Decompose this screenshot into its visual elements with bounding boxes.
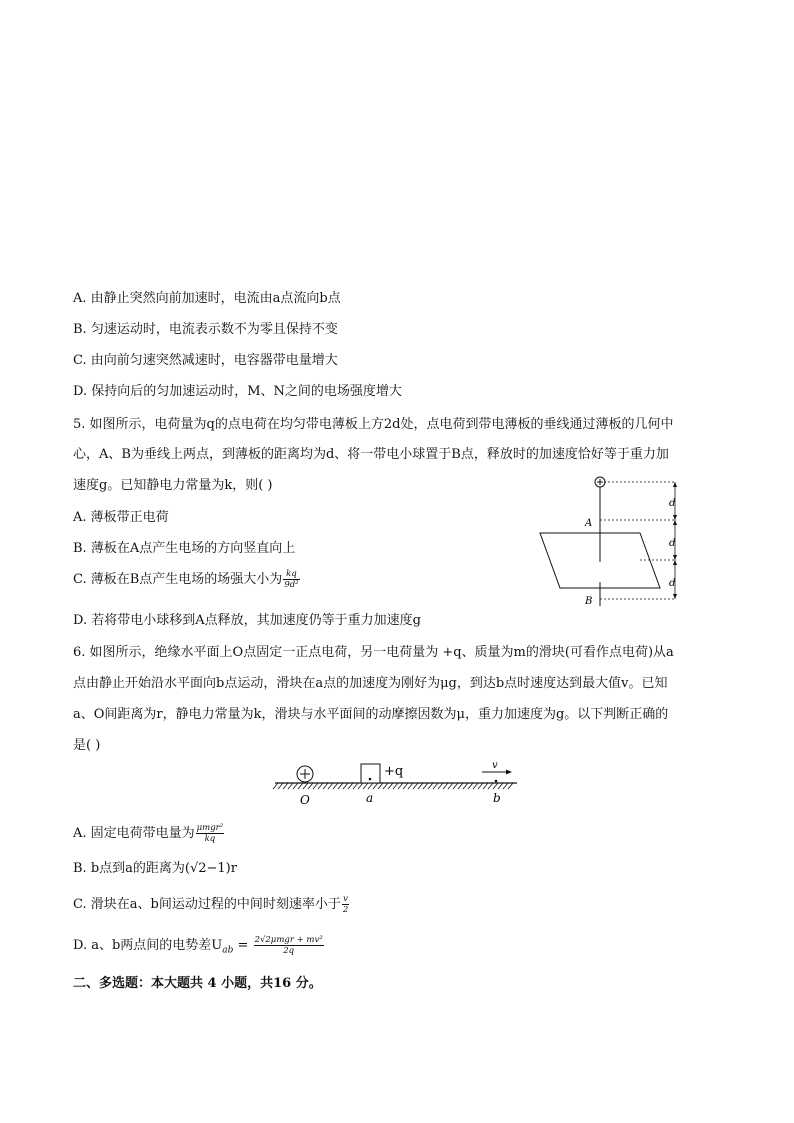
ground-hatch bbox=[398, 783, 403, 789]
q5-option-a: A. 薄板带正电荷 bbox=[73, 510, 169, 525]
ground-hatch bbox=[483, 783, 488, 789]
ground-hatch bbox=[438, 783, 443, 789]
q6-a-numerator: μmgr² bbox=[196, 823, 224, 833]
ground-hatch bbox=[473, 783, 478, 789]
ground-hatch bbox=[488, 783, 493, 789]
ground-hatch bbox=[388, 783, 393, 789]
ground-hatch bbox=[333, 783, 338, 789]
q6-option-a-fraction bbox=[196, 823, 225, 844]
q5-option-b: B. 薄板在A点产生电场的方向竖直向上 bbox=[73, 541, 296, 556]
q6-stem-line3: a、O间距离为r，静电力常量为k，滑块与水平面间的动摩擦因数为μ，重力加速度为g。以下判断正确的 bbox=[73, 707, 669, 722]
q6-stem-line4: 是( ) bbox=[73, 738, 101, 753]
q6-figure bbox=[270, 755, 520, 810]
q4-option-d: D. 保持向后的匀加速运动时，M、N之间的电场强度增大 bbox=[73, 384, 402, 399]
q5-option-c bbox=[73, 568, 301, 590]
ground-hatch bbox=[448, 783, 453, 789]
q5-stem-line3: 速度g。已知静电力常量为k，则( ) bbox=[73, 478, 273, 493]
label-d-3: d bbox=[669, 578, 676, 589]
label-plus-q: +q bbox=[384, 764, 404, 779]
q6-d-subscript: ab bbox=[222, 945, 234, 956]
ground-hatch bbox=[408, 783, 413, 789]
ground-hatch bbox=[273, 783, 278, 789]
ground-hatch bbox=[383, 783, 388, 789]
ground-hatch bbox=[343, 783, 348, 789]
ground-hatch bbox=[288, 783, 293, 789]
ground-hatch bbox=[318, 783, 323, 789]
ground-hatch bbox=[338, 783, 343, 789]
q6-c-numerator: v bbox=[343, 894, 348, 904]
ground-hatch bbox=[303, 783, 308, 789]
q5-option-c-fraction bbox=[283, 569, 299, 590]
ground-hatch bbox=[313, 783, 318, 789]
q6-stem-line1: 6. 如图所示，绝缘水平面上O点固定一正点电荷，另一电荷量为 +q、质量为m的滑块(可看作点电荷)从a bbox=[73, 645, 674, 660]
ground-hatch bbox=[433, 783, 438, 789]
ground-hatch bbox=[293, 783, 298, 789]
q5-option-c-text: C. 薄板在B点产生电场的场强大小为 bbox=[73, 572, 283, 587]
q4-option-b: B. 匀速运动时，电流表示数不为零且保持不变 bbox=[73, 322, 338, 337]
ground-hatch bbox=[443, 783, 448, 789]
q5-stem-line2: 心，A、B为垂线上两点，到薄板的距离均为d、将一带电小球置于B点，释放时的加速度恰好等于重力加 bbox=[73, 447, 669, 462]
ground-hatch bbox=[358, 783, 363, 789]
ground-hatch bbox=[418, 783, 423, 789]
ground-hatch bbox=[363, 783, 368, 789]
q5-c-denominator: 9d² bbox=[284, 580, 299, 590]
q4-option-a: A. 由静止突然向前加速时，电流由a点流向b点 bbox=[73, 291, 341, 306]
q6-stem-line2: 点由静止开始沿水平面向b点运动，滑块在a点的加速度为刚好为μg，到达b点时速度达到最大值v。已知 bbox=[73, 676, 668, 691]
q6-option-c bbox=[73, 893, 350, 915]
ground-hatch bbox=[453, 783, 458, 789]
ground-hatch bbox=[493, 783, 498, 789]
ground-hatch bbox=[508, 783, 513, 789]
ground-hatch bbox=[323, 783, 328, 789]
q6-c-denominator: 2 bbox=[342, 905, 349, 915]
q6-d-equals: = bbox=[233, 938, 253, 953]
q5-figure bbox=[530, 470, 730, 610]
ground-hatch bbox=[298, 783, 303, 789]
ground-hatch bbox=[353, 783, 358, 789]
label-B: B bbox=[585, 596, 593, 607]
q6-a-denominator: kq bbox=[204, 834, 216, 844]
ground-hatch bbox=[428, 783, 433, 789]
q6-option-d-text: D. a、b两点间的电势差U bbox=[73, 938, 223, 953]
q6-d-numerator: 2√2μmgr + mv² bbox=[254, 935, 323, 945]
section-2-heading: 二、多选题：本大题共 4 小题，共16 分。 bbox=[73, 976, 322, 991]
q6-option-c-text: C. 滑块在a、b间运动过程的中间时刻速率小于 bbox=[73, 897, 341, 912]
ground-hatch bbox=[368, 783, 373, 789]
ground-hatch bbox=[348, 783, 353, 789]
ground-hatch bbox=[308, 783, 313, 789]
ground-hatch bbox=[278, 783, 283, 789]
ground-hatch bbox=[373, 783, 378, 789]
q6-option-a bbox=[73, 822, 225, 844]
ground-hatch bbox=[463, 783, 468, 789]
ground-hatch bbox=[498, 783, 503, 789]
q6-d-denominator: 2q bbox=[283, 946, 295, 956]
ground-hatch bbox=[423, 783, 428, 789]
ground-hatch bbox=[328, 783, 333, 789]
label-v: v bbox=[492, 760, 498, 771]
q5-stem-line1: 5. 如图所示，电荷量为q的点电荷在均匀带电薄板上方2d处，点电荷到带电薄板的垂线通过薄板的几何中 bbox=[73, 417, 674, 432]
q4-option-c: C. 由向前匀速突然减速时，电容器带电量增大 bbox=[73, 353, 338, 368]
label-A: A bbox=[585, 518, 593, 529]
label-a: a bbox=[366, 791, 374, 805]
q5-option-d: D. 若将带电小球移到A点释放，其加速度仍等于重力加速度g bbox=[73, 613, 421, 628]
q5-c-numerator: kq bbox=[283, 569, 299, 580]
q6-option-d-fraction bbox=[254, 935, 324, 956]
q6-option-a-text: A. 固定电荷带电量为 bbox=[73, 826, 195, 841]
q6-option-d bbox=[73, 934, 325, 956]
ground-hatch bbox=[468, 783, 473, 789]
q6-option-b: B. b点到a的距离为(√2−1)r bbox=[73, 861, 237, 876]
ground-hatch bbox=[393, 783, 398, 789]
ground-hatch bbox=[503, 783, 508, 789]
ground-hatch bbox=[283, 783, 288, 789]
ground-hatch bbox=[413, 783, 418, 789]
ground-hatch bbox=[378, 783, 383, 789]
ground-hatch bbox=[458, 783, 463, 789]
q6-option-c-fraction bbox=[342, 894, 349, 915]
label-d-2: d bbox=[669, 538, 676, 549]
label-d-1: d bbox=[669, 498, 676, 509]
label-O: O bbox=[300, 793, 310, 807]
ground-hatch bbox=[403, 783, 408, 789]
ground-hatch bbox=[478, 783, 483, 789]
label-b: b bbox=[493, 791, 501, 805]
